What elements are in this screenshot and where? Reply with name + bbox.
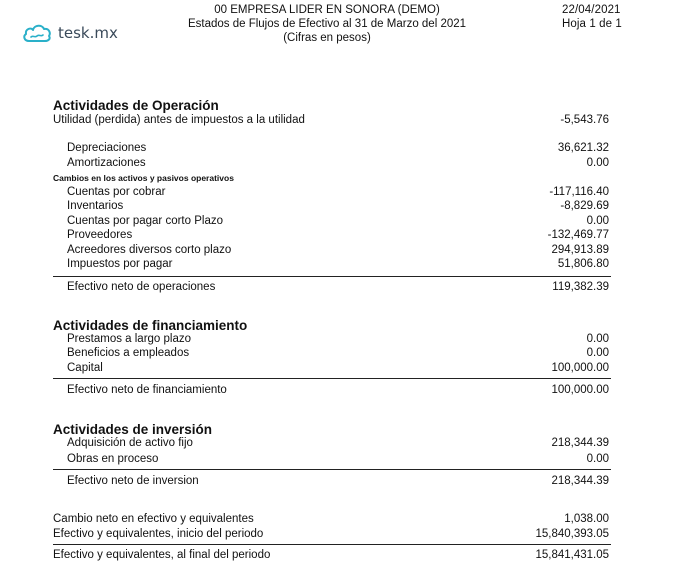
list-item-value: 0.00 xyxy=(586,453,609,465)
list-item-value: 294,913.89 xyxy=(551,244,609,256)
amortizaciones-label: Amortizaciones xyxy=(67,157,146,169)
list-item-value: 0.00 xyxy=(586,215,609,227)
list-item-value: 0.00 xyxy=(586,347,609,359)
section-operacion-heading: Actividades de Operación xyxy=(53,98,219,113)
efectivo-inicio-value: 15,840,393.05 xyxy=(535,528,609,540)
list-item-label: Cuentas por cobrar xyxy=(67,186,166,198)
total-operaciones-label: Efectivo neto de operaciones xyxy=(67,281,216,293)
list-item-label: Obras en proceso xyxy=(67,453,159,465)
list-item-value: -117,116.40 xyxy=(549,186,609,198)
report-subtitle: (Cifras en pesos) xyxy=(283,32,371,44)
divider xyxy=(53,276,611,277)
list-item-label: Impuestos por pagar xyxy=(67,258,173,270)
list-item-label: Capital xyxy=(67,362,103,374)
cambio-neto-value: 1,038.00 xyxy=(564,513,609,525)
logo-text: tesk.mx xyxy=(58,24,118,42)
total-financiamiento-label: Efectivo neto de financiamiento xyxy=(67,384,227,396)
list-item-label: Adquisición de activo fijo xyxy=(67,437,193,449)
list-item-value: 100,000.00 xyxy=(551,362,609,374)
list-item-label: Proveedores xyxy=(67,229,133,241)
list-item-value: -8,829.69 xyxy=(560,200,609,212)
total-inversion-label: Efectivo neto de inversion xyxy=(67,475,199,487)
report-title: Estados de Flujos de Efectivo al 31 de Marzo del 2021 xyxy=(187,18,467,30)
list-item-label: Cuentas por pagar corto Plazo xyxy=(67,215,223,227)
cambio-neto-label: Cambio neto en efectivo y equivalentes xyxy=(53,513,254,525)
list-item-label: Beneficios a empleados xyxy=(67,347,190,359)
divider xyxy=(53,544,611,545)
page-indicator: Hoja 1 de 1 xyxy=(562,18,622,30)
total-inversion-value: 218,344.39 xyxy=(551,475,609,487)
tesk-logo xyxy=(22,22,118,44)
list-item-value: 218,344.39 xyxy=(551,437,609,449)
efectivo-inicio-label: Efectivo y equivalentes, inicio del periodo xyxy=(53,528,264,540)
section-inversion-heading: Actividades de inversión xyxy=(53,422,213,437)
depreciaciones-label: Depreciaciones xyxy=(67,142,147,154)
section-financiamiento-heading: Actividades de financiamiento xyxy=(53,318,248,333)
efectivo-final-value: 15,841,431.05 xyxy=(535,549,609,561)
utilidad-value: -5,543.76 xyxy=(560,114,609,126)
list-item-label: Prestamos a largo plazo xyxy=(67,333,192,345)
divider xyxy=(53,378,611,379)
amortizaciones-value: 0.00 xyxy=(586,157,609,169)
cloud-icon xyxy=(22,22,52,44)
report-date: 22/04/2021 xyxy=(562,4,621,16)
total-operaciones-value: 119,382.39 xyxy=(552,281,609,293)
depreciaciones-value: 36,621.32 xyxy=(557,142,609,154)
list-item-value: 0.00 xyxy=(586,333,609,345)
list-item-value: 51,806.80 xyxy=(557,258,609,270)
list-item-label: Acreedores diversos corto plazo xyxy=(67,244,232,256)
cambios-subheading: Cambios en los activos y pasivos operativos xyxy=(53,173,234,183)
company-name: 00 EMPRESA LIDER EN SONORA (DEMO) xyxy=(214,4,440,16)
list-item-label: Inventarios xyxy=(67,200,124,212)
utilidad-label: Utilidad (perdida) antes de impuestos a la utilidad xyxy=(53,114,305,126)
efectivo-final-label: Efectivo y equivalentes, al final del periodo xyxy=(53,549,271,561)
divider xyxy=(53,469,611,470)
list-item-value: -132,469.77 xyxy=(547,229,609,241)
total-financiamiento-value: 100,000.00 xyxy=(551,384,609,396)
